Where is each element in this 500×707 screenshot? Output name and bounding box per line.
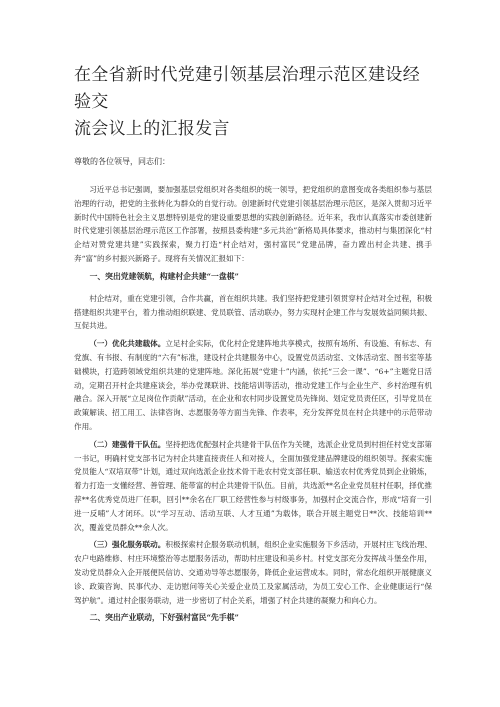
title-line-2: 流会议上的汇报发言	[74, 119, 230, 139]
section-1-heading: 一、突出党建领航，构建村企共建“一盘棋”	[89, 271, 239, 281]
document-title	[74, 62, 432, 143]
title-line-1: 在全省新时代党建引领基层治理示范区建设经验交	[74, 65, 420, 112]
item-2-paragraph	[74, 438, 432, 535]
item-2-text: 坚持把选优配强村企共建骨干队伍作为关键，选派企业党员到村担任村党支部第一书记，明确村党支部书记为村企共建直接责任人和对接人，全面加强党建品牌建设的组织领导。探索实施党员能人“双培双带”计划，通过双向选派企业技术骨干赴农村党支部任职、输送农村优秀党员到企业锻炼，着力打造一支懂经营、善管理、能带富的村企共建骨干队伍。目前，共选派**名企业党员驻村任职，择优推荐**名优秀党员进厂任职，回引**余名在厂职工经营性参与村级事务，加强村企交流合作，形成“培育一引进一反哺”人才闭环。以“学习互动、活动互联、人才互通”为载体，联合开展主题党日**次、技能培训**次，覆盖党员群众**余人次。	[74, 439, 432, 532]
item-1-text: 立足村企实际，优化村企党建阵地共享模式，按照有场所、有设施、有标志、有党旗、有书报、有制度的“六有”标准，建设村企共建服务中心，设置党员活动室、文体活动室、图书室等基础模块，打造跨领域党组织共建的党建阵地。深化拓展“党建十”内涵，依托“三会一课”、“6+”主题党日活动，定期召开村企共建座谈会，举办党课联讲、技能培训等活动，推动党建工作与企业生产、乡村治理有机融合。深入开展“立足岗位作贡献”活动，在企业和农村同步设置党员先锋岗、划定党员责任区，引导党员在政策解读、招工用工、法律咨询、志愿服务等方面当先锋、作表率，充分发挥党员在村企共建中的示范带动作用。	[74, 339, 432, 431]
item-3-paragraph	[74, 538, 432, 607]
item-1-lead: （一）优化共建载体。	[89, 339, 166, 349]
item-3-lead: （三）强化服务联动。	[89, 540, 166, 550]
salutation: 尊敬的各位领导，同志们：	[74, 157, 170, 166]
item-1-paragraph	[74, 337, 432, 434]
intro-paragraph: 习近平总书记强调，要加强基层党组织对各类组织的统一领导，把党组织的意图变成各类组织参与基层治理的行动，把党的主张转化为群众的自觉行动。创建新时代党建引领基层治理示范区，是深入贯彻习近平新时代中国特色社会主义思想特别是党的建设重要思想的实践创新路径。近年来，我市认真落实市委创建新时代党建引领基层治理示范区工作部署，按照县委构建“多元共治”新格局具体要求，推动村与集团深化“村企结对赞党建共建”实践探索，聚力打造“村企结对，强村富民”党建品牌，奋力蹚出村企共建、携手奔“富”的乡村振兴新路子。现将有关情况汇报如下：	[74, 185, 432, 263]
item-3-text: 积极探索村企服务联动机制，组织企业实施服务下乡活动，开展村庄飞线治理、农户电路维修、村庄环境整治等志愿服务活动，帮助村庄建设和美乡村。村党支部充分发挥战斗堡垒作用，发动党员群众入企开展便民信访、交通劝导等志愿服务，降低企业运营成本。同时，常态化组织开展健康义诊、政策咨询、民事代办、走访慰问等关心关爱企业员工及家属活动，为员工安心工作、企业健康运行“保驾护航”。通过村企服务联动，进一步密切了村企关系，增强了村企共建的凝聚力和向心力。	[74, 540, 432, 605]
section-1-paragraph: 村企结对，重在党建引领，合作共赢，首在组织共建。我们坚持把党建引领贯穿村企结对全过程，积极搭建组织共建平台，着力推动组织联建、党员联管、活动联办，努力实现村企建工作与发展效益同频共振、互促共进。	[74, 293, 432, 331]
section-2-heading: 二、突出产业联动，下好强村富民“先手棋”	[89, 613, 239, 623]
item-2-lead: （二）建强骨干队伍。	[89, 439, 166, 449]
